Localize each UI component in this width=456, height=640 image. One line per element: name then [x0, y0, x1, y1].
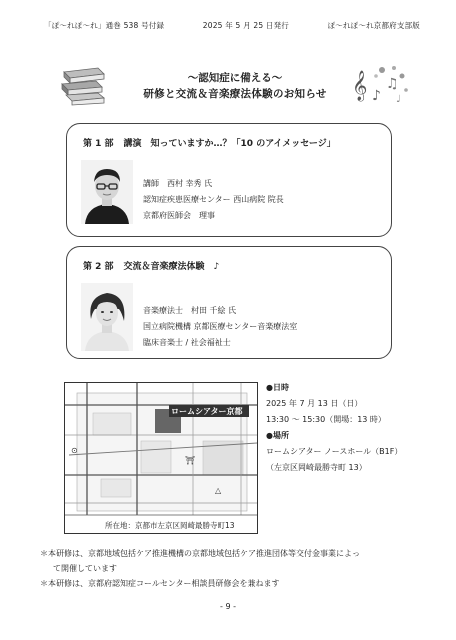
- header-issue: 「ぽ～れぽ～れ」通巻 538 号付録: [44, 21, 165, 30]
- therapist-name: 音楽療法士 村田 千絵 氏: [143, 306, 237, 315]
- note-2: ＊本研修は、京都府認知症コールセンター相談員研修会を兼ねます: [40, 579, 280, 588]
- header-date: 2025 年 5 月 25 日発行: [202, 21, 289, 30]
- title-subheading: ～認知症に備える～: [187, 72, 283, 84]
- part1-speaker-info: [143, 176, 284, 224]
- therapist-photo: [81, 283, 133, 351]
- svg-text:𝄞: 𝄞: [352, 71, 368, 101]
- page-header: [44, 20, 420, 31]
- music-notes-icon: [352, 62, 410, 106]
- part2-card: [66, 246, 392, 359]
- page-title: 研修と交流＆音楽療法体験のお知らせ: [143, 88, 327, 100]
- place-label: ●場所: [266, 431, 289, 440]
- part2-label: 第 2 部: [83, 262, 114, 272]
- therapist-role: 臨床音楽士 / 社会福祉士: [143, 338, 231, 347]
- part1-card: [66, 123, 392, 237]
- header-branch: ぽ～れぽ～れ京都府支部版: [327, 21, 420, 30]
- note-1-line-2: て開催しています: [53, 564, 117, 573]
- svg-text:⊙: ⊙: [71, 446, 78, 455]
- part1-heading: [83, 136, 346, 149]
- svg-text:⛩: ⛩: [185, 456, 196, 465]
- event-place: ロームシアター ノースホール（B1F）: [266, 447, 403, 456]
- title-area: [60, 62, 410, 118]
- footnotes: [40, 546, 420, 591]
- event-date: 2025 年 7 月 13 日（日）: [266, 399, 363, 408]
- event-time: 13:30 ～ 15:30（開場：13 時）: [266, 415, 386, 424]
- part1-title: 講演 知っていますか…？「10 のアイメッセージ」: [123, 139, 336, 149]
- svg-text:△: △: [215, 486, 222, 495]
- note-1-line-1: ＊本研修は、京都地域包括ケア推進機構の京都地域包括ケア推進団体等交付金事業によっ: [40, 549, 360, 558]
- map-venue-label: ロームシアター京都: [171, 407, 243, 416]
- speaker-name: 講師 西村 幸秀 氏: [143, 179, 213, 188]
- svg-text:♩: ♩: [396, 94, 401, 105]
- event-details: [266, 380, 402, 476]
- svg-text:♫: ♫: [386, 76, 399, 92]
- page-number: - 9 -: [220, 602, 236, 611]
- part1-label: 第 1 部: [83, 139, 114, 149]
- svg-text:♪: ♪: [372, 88, 381, 104]
- speaker-photo: [81, 160, 133, 224]
- date-label: ●日時: [266, 383, 289, 392]
- map-address: 所在地：京都市左京区岡崎最勝寺町13: [105, 521, 235, 530]
- part2-title: 交流＆音楽療法体験 ♪: [123, 262, 220, 272]
- part2-speaker-info: [143, 303, 297, 351]
- event-place-address: （左京区岡崎最勝寺町 13）: [266, 463, 367, 472]
- therapist-affiliation: 国立病院機構 京都医療センター音楽療法室: [143, 322, 298, 331]
- part2-heading: [83, 259, 229, 272]
- speaker-role: 京都府医師会 理事: [143, 211, 215, 220]
- speaker-affiliation: 認知症疾患医療センター 西山病院 院長: [143, 195, 284, 204]
- venue-map: [64, 382, 258, 534]
